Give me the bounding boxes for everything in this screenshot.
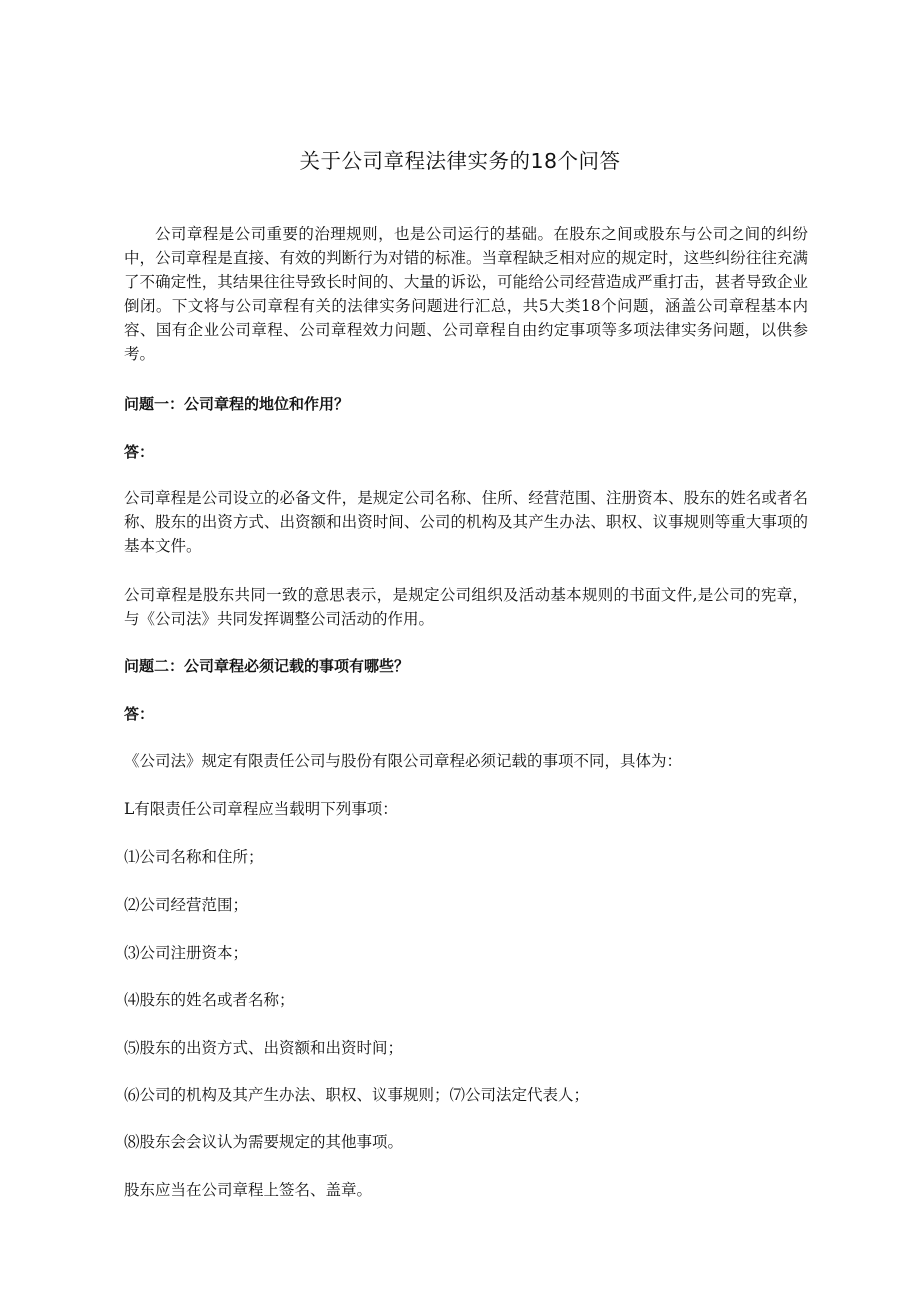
answer-2-line-8: ⑹公司的机构及其产生办法、职权、议事规则；⑺公司法定代表人； [124, 1086, 590, 1104]
question-2-heading: 问题二：公司章程必须记载的事项有哪些？ [124, 657, 410, 675]
answer-1-paragraph-2: 公司章程是股东共同一致的意思表示，是规定公司组织及活动基本规则的书面文件,是公司的宪章，与《公司法》共同发挥调整公司活动的作用。 [124, 586, 808, 628]
document-title: 关于公司章程法律实务的18个问答 [299, 149, 621, 173]
answer-2-line-3: ⑴公司名称和住所； [124, 848, 264, 866]
answer-2-line-7: ⑸股东的出资方式、出资额和出资时间； [124, 1039, 404, 1057]
answer-1-label: 答： [124, 443, 155, 461]
answer-2-line-6: ⑷股东的姓名或者名称； [124, 991, 295, 1009]
answer-2-line-4: ⑵公司经营范围； [124, 896, 249, 914]
answer-2-line-2: L有限责任公司章程应当载明下列事项： [124, 800, 398, 818]
answer-2-line-1: 《公司法》规定有限责任公司与股份有限公司章程必须记载的事项不同，具体为： [124, 752, 683, 770]
answer-2-line-5: ⑶公司注册资本； [124, 944, 249, 962]
answer-1-paragraph-1: 公司章程是公司设立的必备文件，是规定公司名称、住所、经营范围、注册资本、股东的姓名或者名称、股东的出资方式、出资额和出资时间、公司的机构及其产生办法、职权、议事规则等重大事项的基本文件。 [124, 489, 808, 555]
answer-2-line-10: 股东应当在公司章程上签名、盖章。 [124, 1181, 373, 1199]
answer-2-line-9: ⑻股东会会议认为需要规定的其他事项。 [124, 1133, 404, 1151]
question-1-heading: 问题一：公司章程的地位和作用？ [124, 395, 350, 413]
answer-2-label: 答： [124, 705, 155, 723]
intro-paragraph: 公司章程是公司重要的治理规则，也是公司运行的基础。在股东之间或股东与公司之间的纠纷中，公司章程是直接、有效的判断行为对错的标准。当章程缺乏相对应的规定时，这些纠纷往往充满了不确定性，其结果往往导致长时间的、大量的诉讼，可能给公司经营造成严重打击，甚者导致企业倒闭。下文将与公司章程有关的法律实务问题进行汇总，共5大类18个问题，涵盖公司章程基本内容、国有企业公司章程、公司章程效力问题、公司章程自由约定事项等多项法律实务问题，以供参考。 [124, 225, 808, 363]
